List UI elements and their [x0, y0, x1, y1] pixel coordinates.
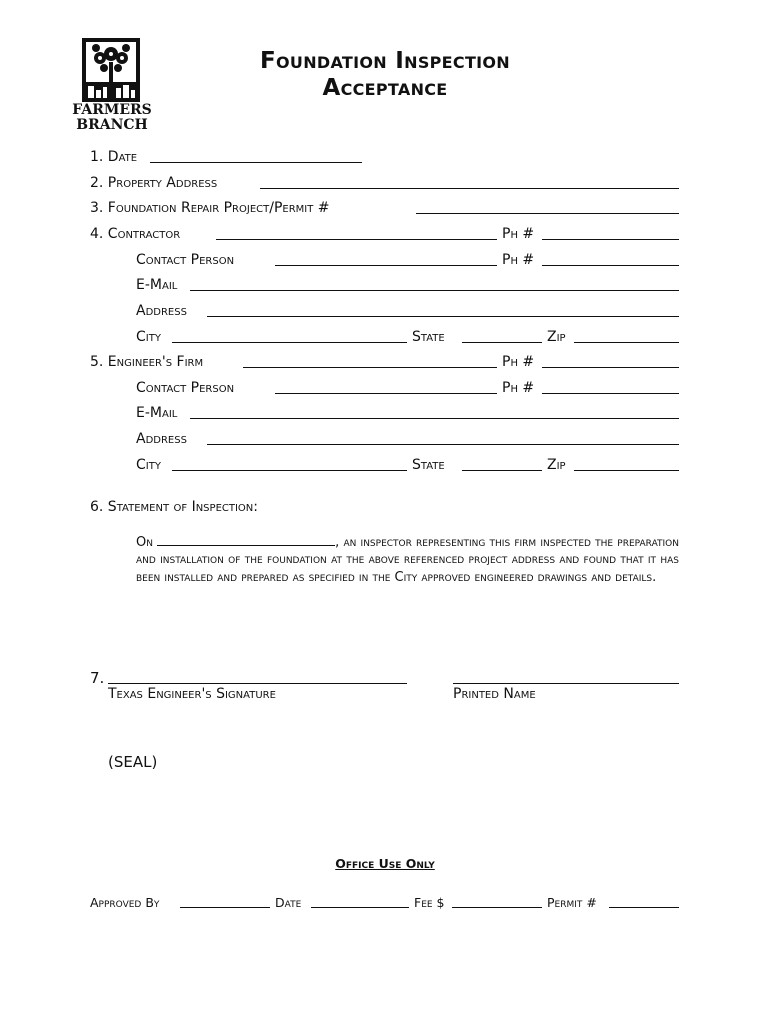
property-address-label: 2. Property Address: [90, 175, 218, 191]
engineer-contact-phone-label: Ph #: [502, 380, 535, 396]
printed-name-field[interactable]: [453, 683, 679, 684]
statement-heading: 6. Statement of Inspection:: [90, 499, 258, 515]
page-title-line2: Acceptance: [322, 75, 448, 101]
seal-label: (SEAL): [108, 753, 158, 771]
contractor-email-field[interactable]: [190, 290, 679, 291]
office-permit-label: Permit #: [547, 895, 597, 910]
page-title-line1: Foundation Inspection: [259, 48, 510, 74]
contractor-field[interactable]: [216, 239, 497, 240]
contractor-contact-phone-label: Ph #: [502, 252, 535, 268]
office-use-heading: Office Use Only: [335, 856, 435, 871]
contractor-email-label: E-Mail: [136, 277, 178, 293]
printed-name-label: Printed Name: [453, 686, 536, 702]
engineer-firm-label: 5. Engineer's Firm: [90, 354, 204, 370]
contractor-contact-label: Contact Person: [136, 252, 235, 268]
office-permit-field[interactable]: [609, 907, 679, 908]
fee-label: Fee $: [414, 895, 445, 910]
contractor-city-label: City: [136, 329, 161, 345]
contractor-city-field[interactable]: [172, 342, 407, 343]
signature-number: 7.: [90, 669, 105, 687]
contractor-phone-field[interactable]: [542, 239, 679, 240]
contractor-label: 4. Contractor: [90, 226, 181, 242]
engineer-city-label: City: [136, 457, 161, 473]
tree-logo-icon: [82, 38, 140, 102]
engineer-address-field[interactable]: [207, 444, 679, 445]
engineer-email-field[interactable]: [190, 418, 679, 419]
contractor-zip-field[interactable]: [574, 342, 679, 343]
engineer-zip-field[interactable]: [574, 470, 679, 471]
contractor-address-label: Address: [136, 303, 187, 319]
engineer-city-field[interactable]: [172, 470, 407, 471]
engineer-address-label: Address: [136, 431, 187, 447]
engineer-signature-field[interactable]: [108, 683, 407, 684]
fee-field[interactable]: [452, 907, 542, 908]
engineer-zip-label: Zip: [547, 457, 566, 473]
logo-text-line1: FARMERS: [72, 102, 152, 118]
contractor-zip-label: Zip: [547, 329, 566, 345]
contractor-contact-field[interactable]: [275, 265, 497, 266]
engineer-state-label: State: [412, 457, 445, 473]
contractor-phone-label: Ph #: [502, 226, 535, 242]
inspection-date-field[interactable]: [157, 533, 335, 546]
statement-on: On: [136, 535, 153, 550]
project-permit-field[interactable]: [416, 213, 679, 214]
office-date-label: Date: [275, 895, 302, 910]
engineer-contact-phone-field[interactable]: [542, 393, 679, 394]
statement-text: [136, 533, 679, 586]
approved-by-field[interactable]: [180, 907, 270, 908]
property-address-field[interactable]: [260, 188, 679, 189]
engineer-state-field[interactable]: [462, 470, 542, 471]
engineer-phone-field[interactable]: [542, 367, 679, 368]
engineer-email-label: E-Mail: [136, 405, 178, 421]
contractor-contact-phone-field[interactable]: [542, 265, 679, 266]
farmers-branch-logo: [82, 38, 140, 102]
engineer-firm-field[interactable]: [243, 367, 497, 368]
logo-text-line2: BRANCH: [76, 117, 148, 133]
engineer-contact-label: Contact Person: [136, 380, 235, 396]
office-date-field[interactable]: [311, 907, 409, 908]
contractor-state-label: State: [412, 329, 445, 345]
project-permit-label: 3. Foundation Repair Project/Permit #: [90, 200, 330, 216]
engineer-phone-label: Ph #: [502, 354, 535, 370]
date-label: 1. Date: [90, 149, 138, 165]
engineer-contact-field[interactable]: [275, 393, 497, 394]
date-field[interactable]: [150, 162, 362, 163]
contractor-state-field[interactable]: [462, 342, 542, 343]
approved-by-label: Approved By: [90, 895, 160, 910]
contractor-address-field[interactable]: [207, 316, 679, 317]
statement-body: , an inspector representing this firm inspected the preparation and installation of the foundation at the above referenced project address and found that it has been installed and prepared as specified in the City approved engineered drawings and details.: [136, 535, 679, 585]
engineer-signature-label: Texas Engineer's Signature: [108, 686, 276, 702]
